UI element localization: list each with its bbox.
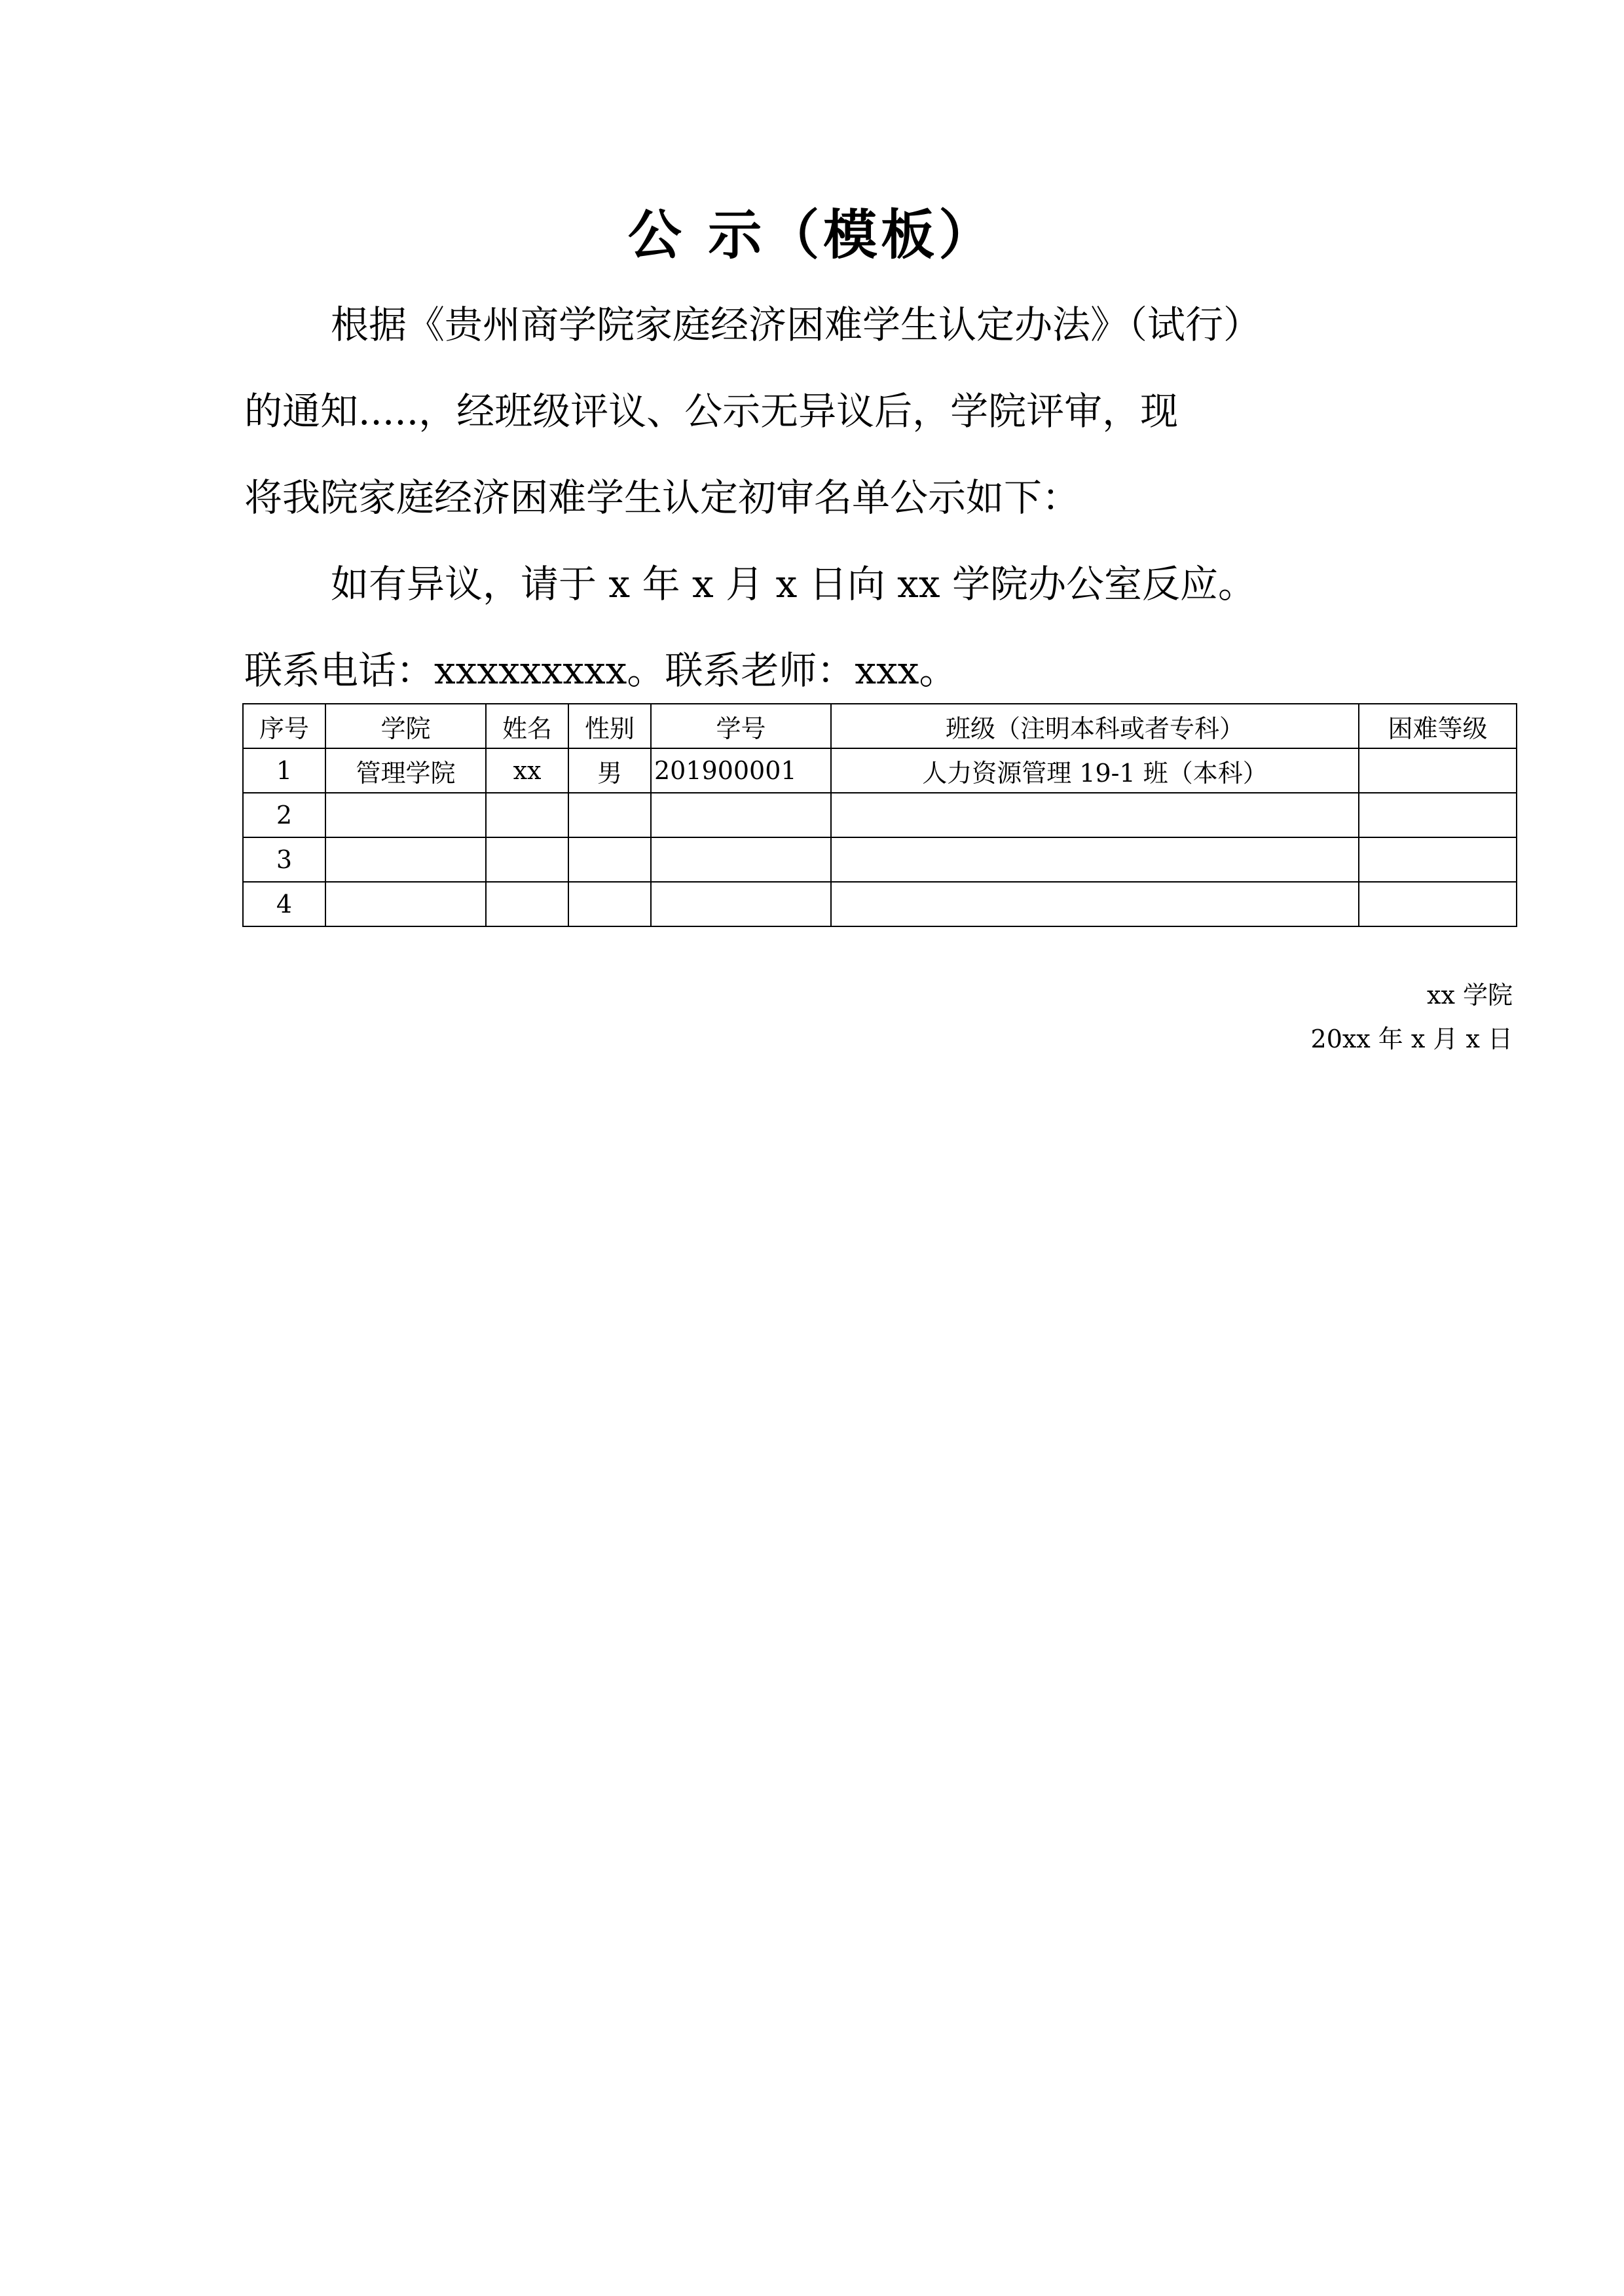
cell-index: 1 [243,748,325,793]
document-title: 公 示（模板） [627,204,997,266]
cell-name [486,793,568,837]
student-list-table [242,703,1517,927]
cell-college [325,837,486,882]
objection-paragraph [244,541,1410,714]
cell-gender [568,793,651,837]
header-cell-class: 班级（注明本科或者专科） [831,704,1359,748]
header-cell-difficulty-level: 困难等级 [1359,704,1517,748]
objection-line: 如有异议，请于 x 年 x 月 x 日向 xx 学院办公室反应。 [331,562,1257,606]
cell-name [486,837,568,882]
header-cell-name: 姓名 [486,704,568,748]
cell-college: 管理学院 [325,748,486,793]
cell-gender [568,837,651,882]
intro-paragraph [244,282,1410,541]
cell-difficulty-level [1359,837,1517,882]
cell-name: xx [486,748,568,793]
cell-student-id: 201900001 [651,748,831,793]
table-header-row [243,704,1517,748]
contact-line: 联系电话：xxxxxxxxx。联系老师：xxx。 [244,648,957,693]
intro-line-1: 根据《贵州商学院家庭经济困难学生认定办法》（试行） [331,302,1262,347]
cell-difficulty-level [1359,748,1517,793]
cell-student-id [651,837,831,882]
table-row [243,837,1517,882]
table-row [243,793,1517,837]
header-cell-index: 序号 [243,704,325,748]
cell-student-id [651,793,831,837]
cell-college [325,882,486,926]
cell-class [831,882,1359,926]
header-cell-student-id: 学号 [651,704,831,748]
cell-student-id [651,882,831,926]
cell-college [325,793,486,837]
table-row [243,748,1517,793]
header-cell-college: 学院 [325,704,486,748]
cell-class [831,793,1359,837]
cell-difficulty-level [1359,882,1517,926]
cell-index: 4 [243,882,325,926]
intro-line-2: 的通知.....，经班级评议、公示无异议后，学院评审，现 [244,389,1179,433]
cell-gender: 男 [568,748,651,793]
table-row [243,882,1517,926]
cell-gender [568,882,651,926]
cell-name [486,882,568,926]
cell-class: 人力资源管理 19-1 班（本科） [831,748,1359,793]
cell-index: 2 [243,793,325,837]
intro-line-3: 将我院家庭经济困难学生认定初审名单公示如下： [244,475,1080,520]
cell-index: 3 [243,837,325,882]
cell-difficulty-level [1359,793,1517,837]
header-cell-gender: 性别 [568,704,651,748]
signature-org: xx 学院 [1427,981,1513,1010]
cell-class [831,837,1359,882]
signature-date: 20xx 年 x 月 x 日 [1310,1025,1513,1053]
